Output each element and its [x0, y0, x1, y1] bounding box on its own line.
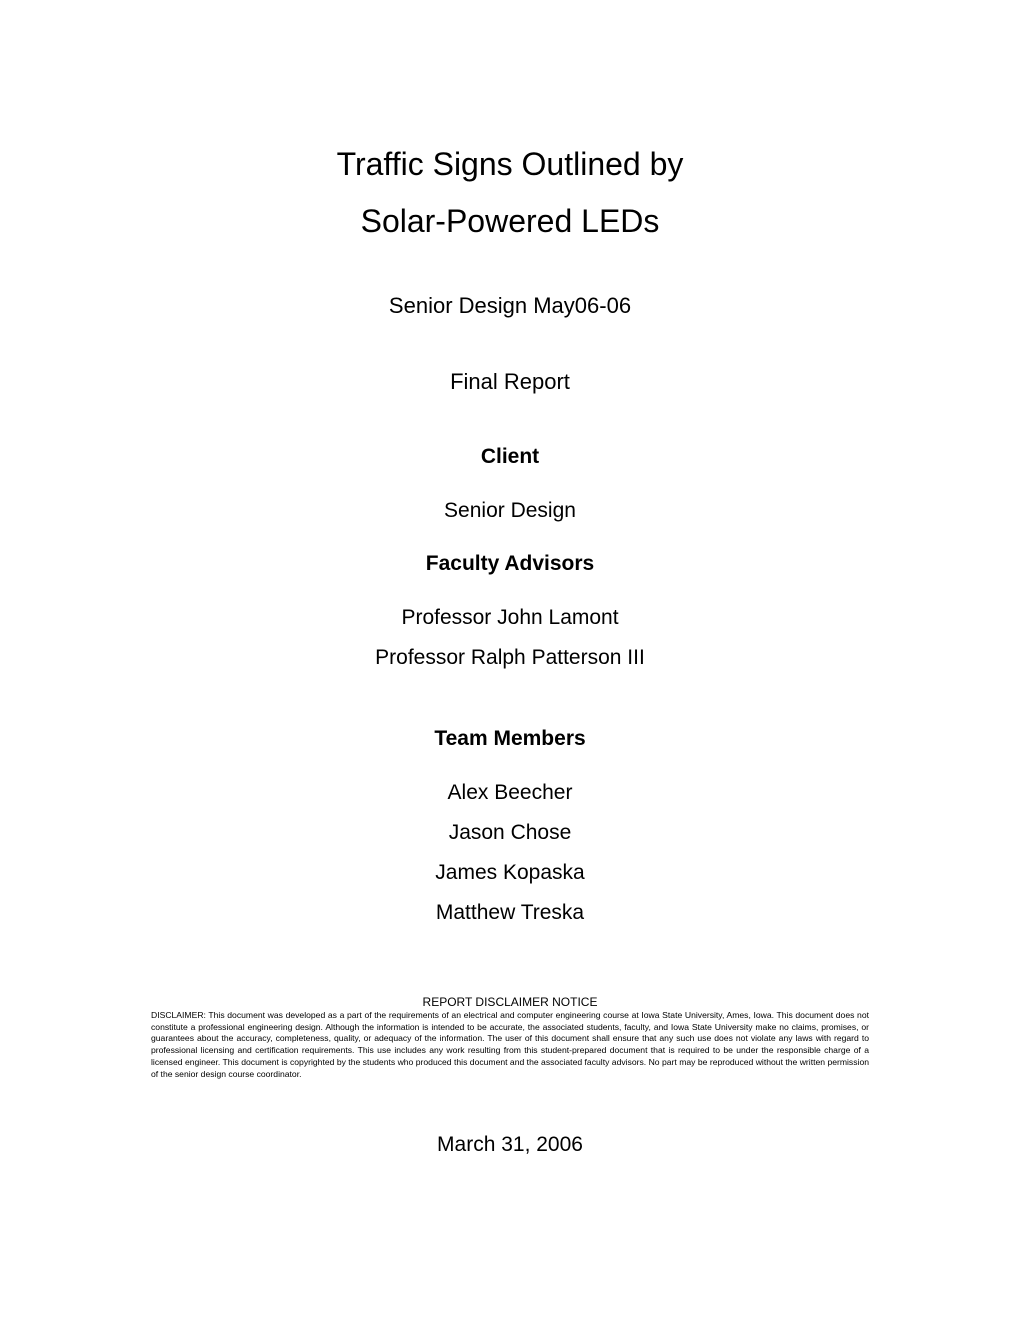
course-designation: Senior Design May06-06 [388, 293, 632, 318]
faculty-advisors-heading: Faculty Advisors [425, 552, 595, 575]
faculty-advisor-name: Professor Ralph Patterson III [375, 646, 645, 669]
team-members-heading: Team Members [434, 727, 586, 750]
disclaimer-heading: REPORT DISCLAIMER NOTICE [422, 995, 598, 1009]
report-title-line-1: Traffic Signs Outlined by [336, 146, 684, 182]
team-member-name: Alex Beecher [447, 781, 573, 804]
team-member-name: Matthew Treska [435, 901, 585, 924]
report-title-line-2: Solar-Powered LEDs [360, 203, 660, 239]
team-member-name: James Kopaska [435, 861, 585, 884]
client-name: Senior Design [444, 499, 576, 522]
faculty-advisor-name: Professor John Lamont [401, 606, 619, 629]
team-member-name: Jason Chose [448, 821, 572, 844]
report-type: Final Report [450, 369, 570, 394]
disclaimer-text: DISCLAIMER: This document was developed as a part of the requirements of an electrical and computer engineering course at Iowa State University, Ames, Iowa. This document does not constitute a professional engineering design. Although the information is intended to be accurate, the associated students, faculty, and Iowa State University make no claims, promises, or guarantees about the accuracy, completeness, quality, or adequacy of the information. The user of this document shall ensure that any such use does not violate any laws with regard to professional licensing and certification requirements. This use includes any work resulting from this student-prepared document that is required to be under the responsible charge of a licensed engineer. This document is copyrighted by the students who produced this document and the associated faculty advisors. No part may be reproduced without the written permission of the senior design course coordinator. [151, 1010, 869, 1079]
client-heading: Client [480, 445, 540, 468]
report-date: March 31, 2006 [437, 1133, 583, 1156]
